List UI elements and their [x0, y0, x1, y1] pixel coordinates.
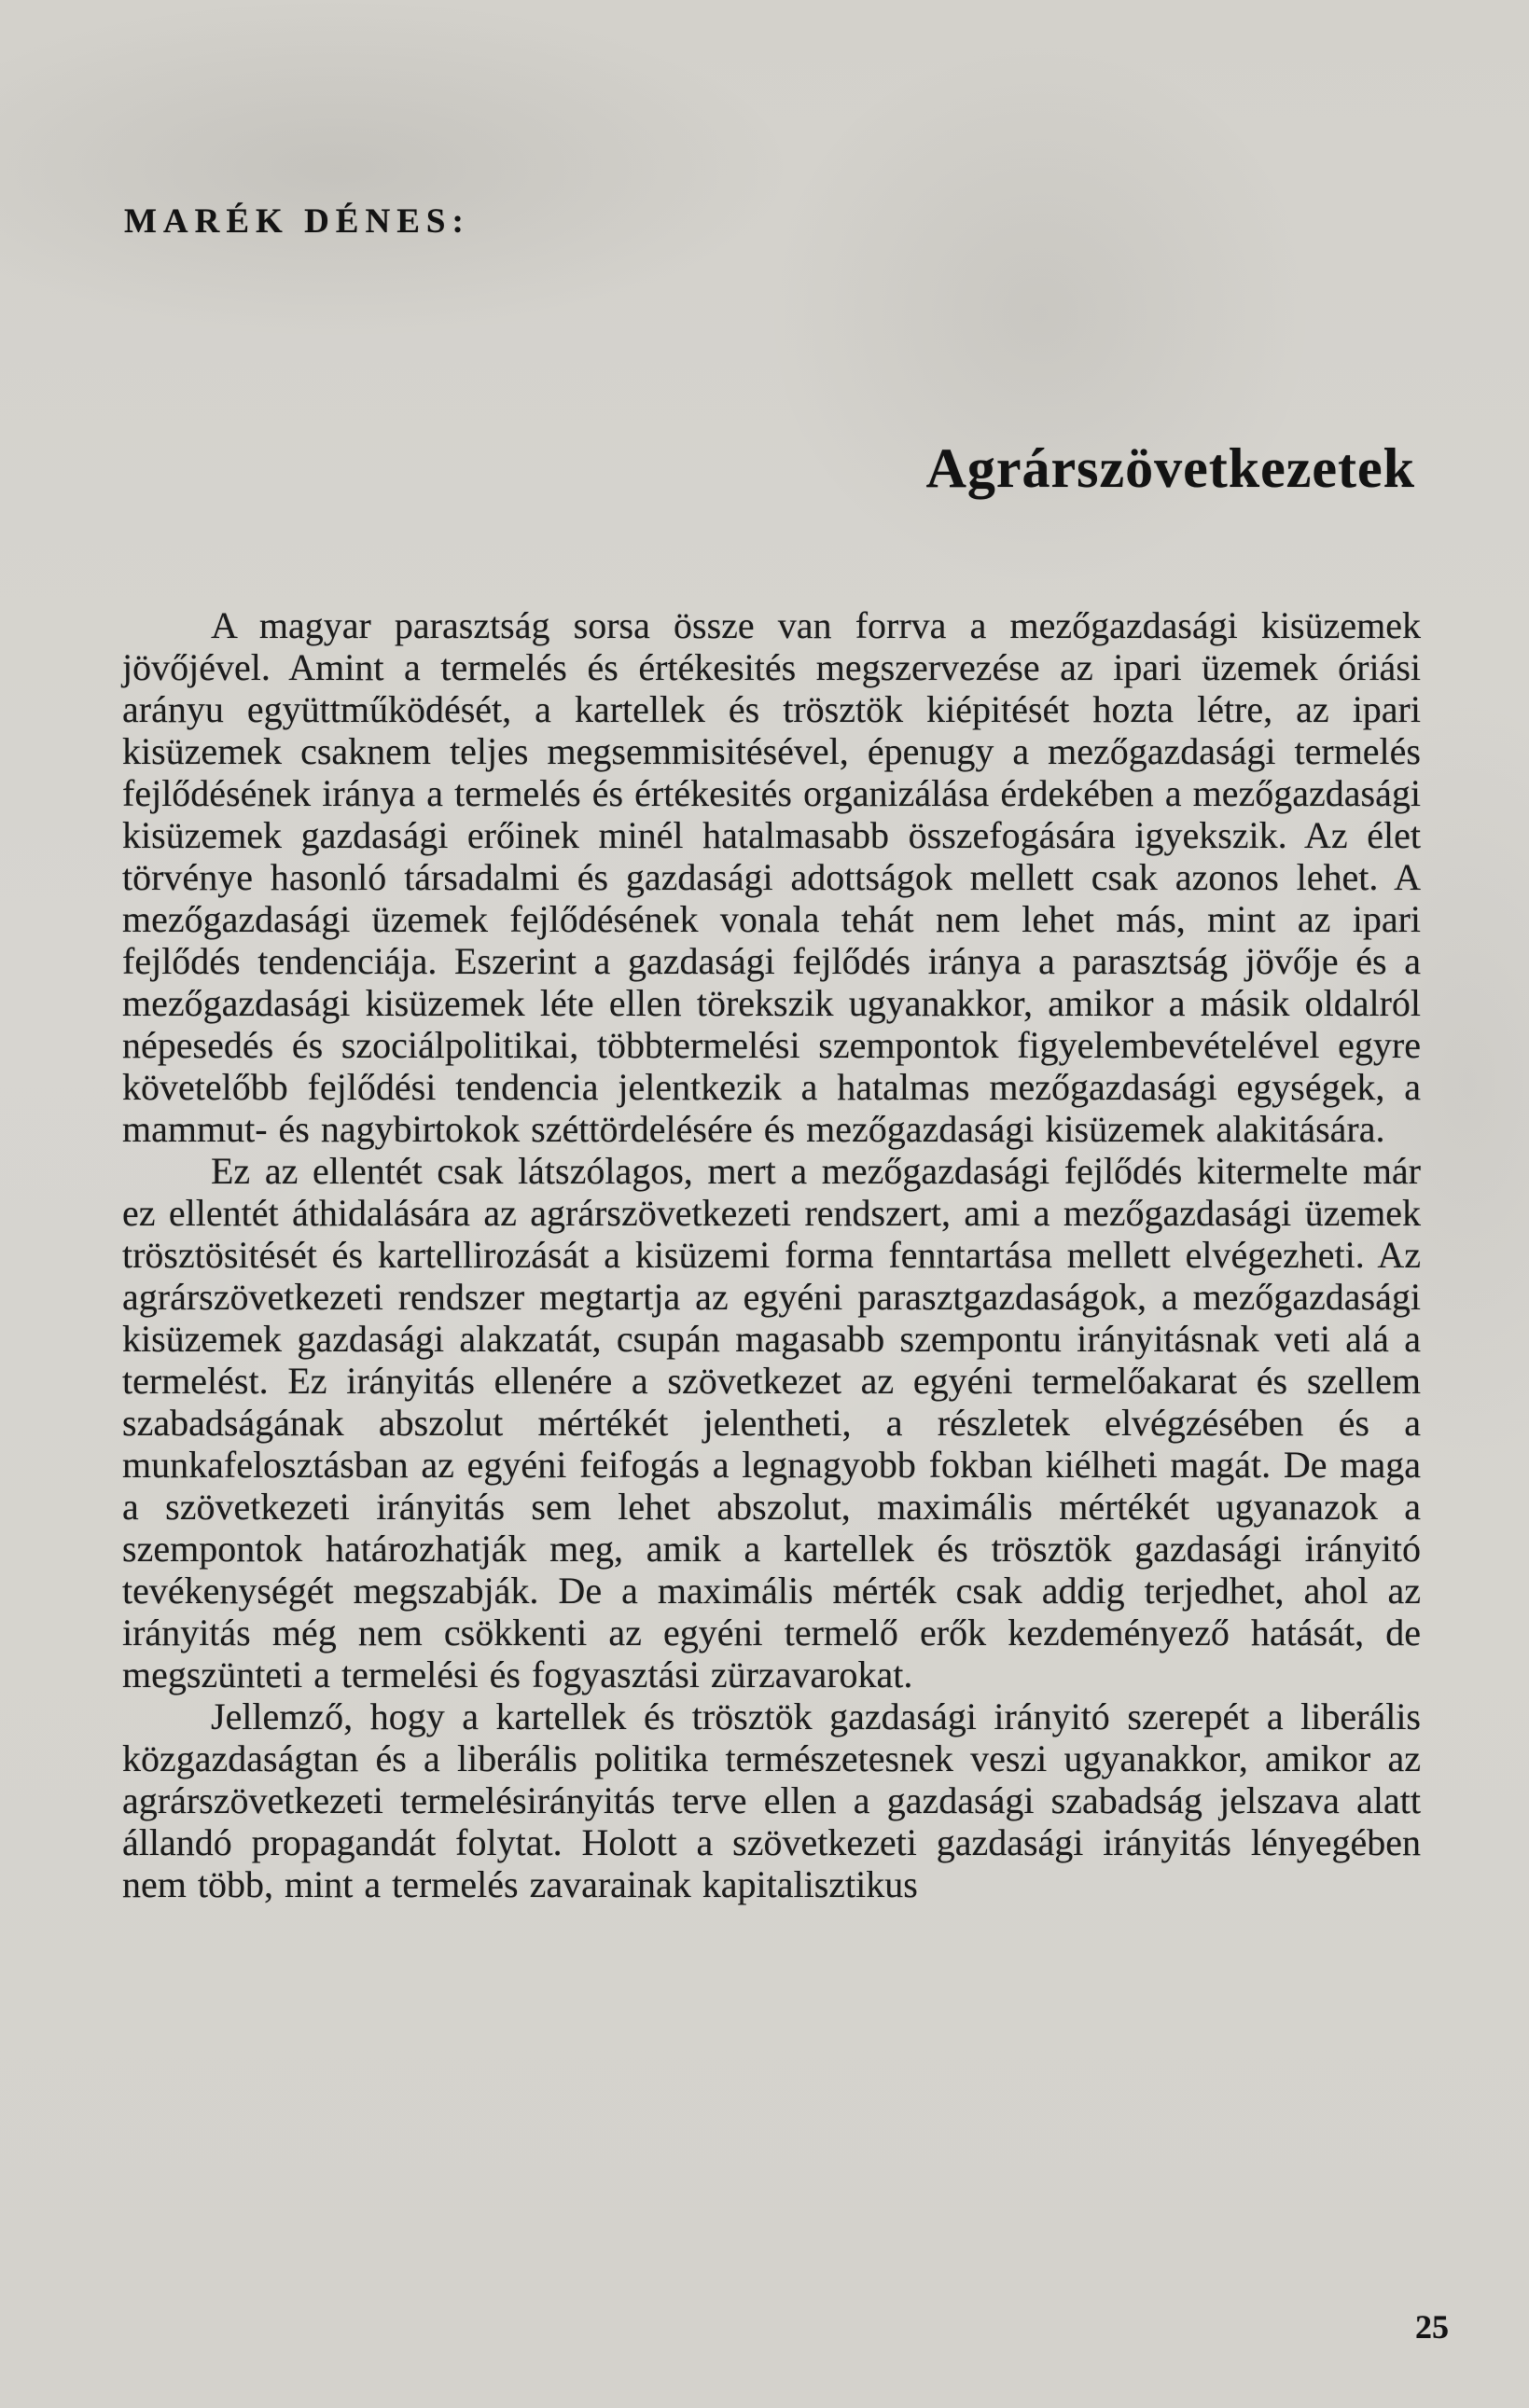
paragraph-2: Ez az ellentét csak látszólagos, mert a mezőgazdasági fejlődés kitermelte már ez ellentét áthidalására az agrárszövetkezeti rendszert, ami a mezőgazdasági üzemek trösztösitését és kartellirozását a kisüzemi forma fenntartása mellett elvégezheti. Az agrárszövetkezeti rendszer megtartja az egyéni parasztgazdaságok, a mezőgazdasági kisüzemek gazdasági alakzatát, csupán magasabb szempontu irányitásnak veti alá a termelést. Ez irányitás ellenére a szövetkezet az egyéni termelőakarat és szellem szabadságának abszolut mértékét jelentheti, a részletek elvégzésében és a munkafelosztásban az egyéni feifogás a legnagyobb fokban kiélheti magát. De maga a szövetkezeti irányitás sem lehet abszolut, maximális mértékét ugyanazok a szempontok határozhatják meg, amik a kartellek és trösztök gazdasági irányitó tevékenységét megszabják. De a maximális mérték csak addig terjedhet, ahol az irányitás még nem csökkenti az egyéni termelő erők kezdeményező hatását, de megszünteti a termelési és fogyasztási zürzavarokat.: [122, 1150, 1421, 1695]
page-title: Agrárszövetkezetek: [925, 437, 1415, 499]
article-body: [122, 604, 1421, 1905]
paragraph-3: Jellemző, hogy a kartellek és trösztök gazdasági irányitó szerepét a liberális közgazdaságtan és a liberális politika természetesnek veszi ugyanakkor, amikor az agrárszövetkezeti termelésirányitás terve ellen a gazdasági szabadság jelszava alatt állandó propagandát folytat. Holott a szövetkezeti gazdasági irányitás lényegében nem több, mint a termelés zavarainak kapitalisztikus: [122, 1695, 1421, 1905]
page-number: 25: [1415, 2308, 1449, 2346]
author-heading: MARÉK DÉNES:: [124, 202, 470, 241]
paragraph-1: A magyar parasztság sorsa össze van forrva a mezőgazdasági kisüzemek jövőjével. Amint a termelés és értékesités megszervezése az ipari üzemek óriási arányu együttműködését, a kartellek és trösztök kiépitését hozta létre, az ipari kisüzemek csaknem teljes megsemmisitésével, épenugy a mezőgazdasági termelés fejlődésének iránya a termelés és értékesités organizálása érdekében a mezőgazdasági kisüzemek gazdasági erőinek minél hatalmasabb összefogására igyekszik. Az élet törvénye hasonló társadalmi és gazdasági adottságok mellett csak azonos lehet. A mezőgazdasági üzemek fejlődésének vonala tehát nem lehet más, mint az ipari fejlődés tendenciája. Eszerint a gazdasági fejlődés iránya a parasztság jövője és a mezőgazdasági kisüzemek léte ellen törekszik ugyanakkor, amikor a másik oldalról népesedés és szociálpolitikai, többtermelési szempontok figyelembevételével egyre követelőbb fejlődési tendencia jelentkezik a hatalmas mezőgazdasági egységek, a mammut- és nagybirtokok széttördelésére és mezőgazdasági kisüzemek alakitására.: [122, 604, 1421, 1150]
